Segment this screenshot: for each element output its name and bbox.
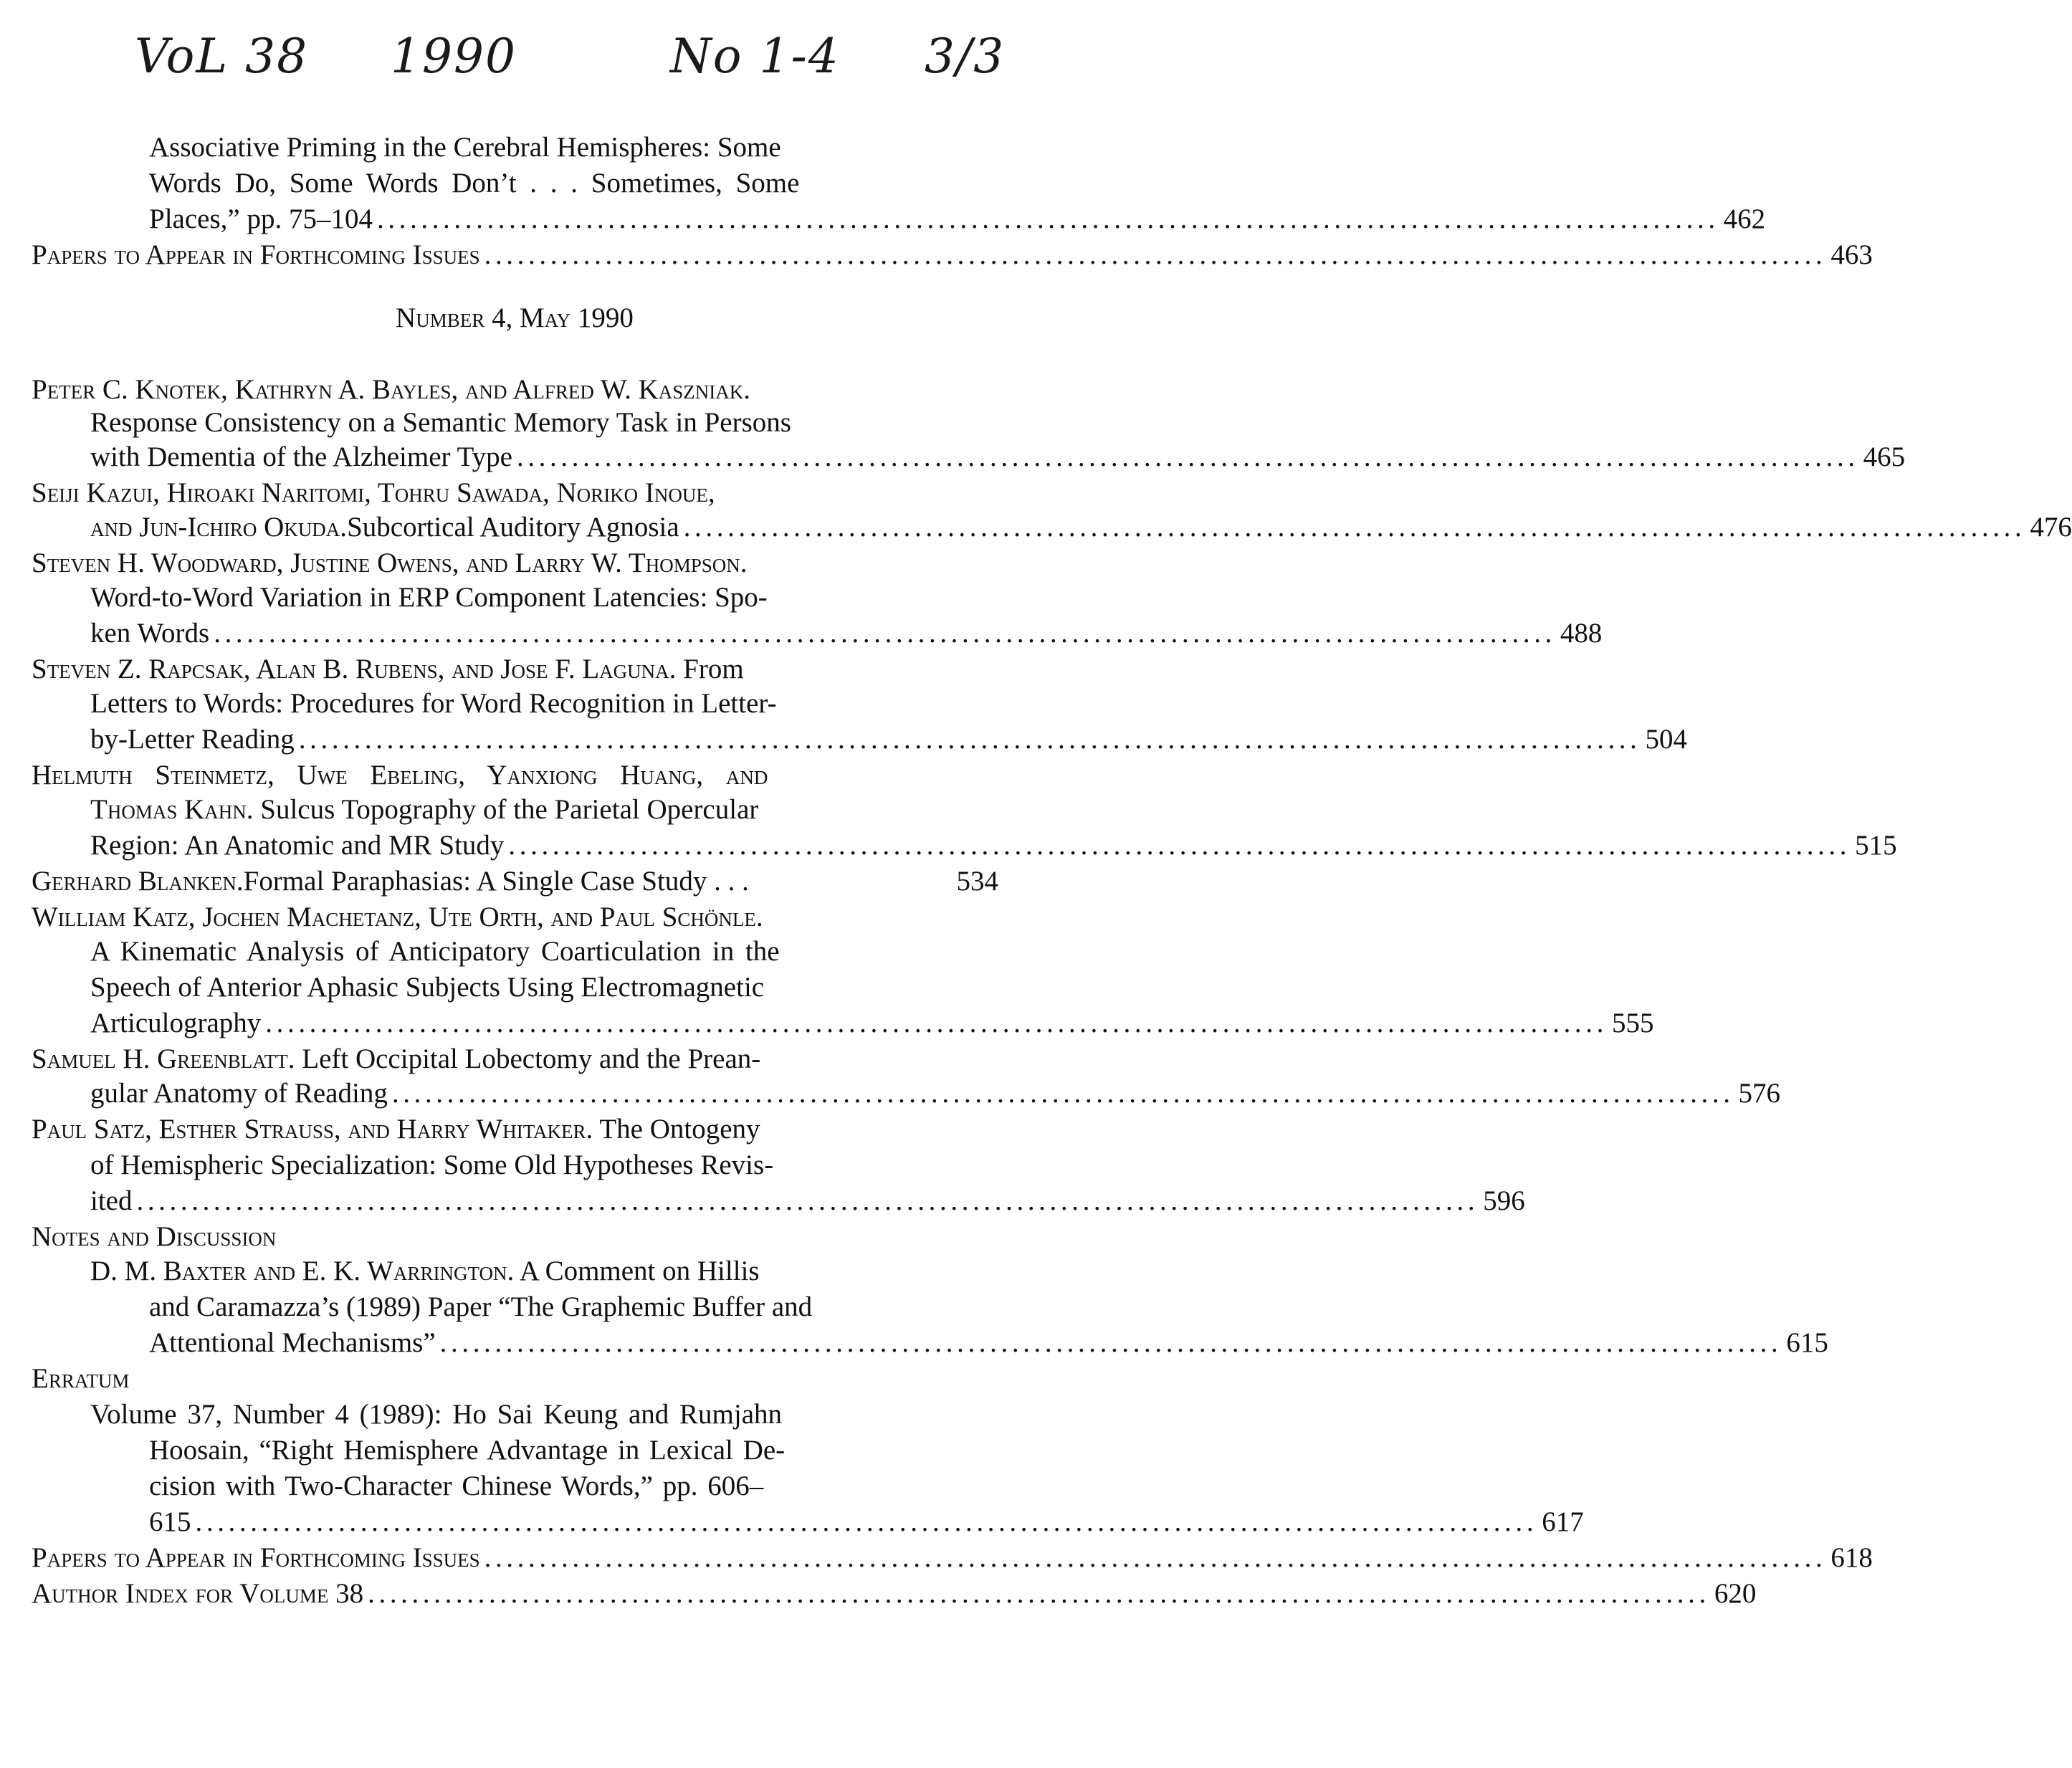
entry-authors-line	[32, 652, 744, 687]
entry-title: Left Occipital Lobectomy and the Prean-	[295, 1043, 761, 1074]
toc-entry-line	[90, 1184, 1525, 1218]
page-number: 555	[1611, 1008, 1654, 1038]
page-number: 463	[1830, 239, 1873, 270]
page-number: 576	[1738, 1078, 1781, 1109]
entry-authors: Samuel H. Greenblatt.	[32, 1043, 295, 1074]
page-number: 596	[1483, 1185, 1525, 1216]
entry-authors: Steven Z. Rapcsak, Alan B. Rubens, and Jose F. Laguna.	[32, 654, 677, 684]
entry-authors-line	[90, 1254, 760, 1289]
entry-authors: William Katz, Jochen Machetanz, Ute Orth, and Paul Schönle.	[32, 902, 763, 932]
section-heading: Erratum	[32, 1363, 130, 1394]
entry-authors: Paul Satz, Esther Strauss, and Harry Whitaker.	[32, 1114, 593, 1145]
entry-authors: Peter C. Knotek, Kathryn A. Bayles, and Alfred W. Kaszniak.	[32, 374, 751, 405]
page-number: 515	[1855, 830, 1897, 861]
page-number: 504	[1645, 724, 1688, 755]
handwritten-year: 1990	[391, 29, 517, 84]
entry-title: Formal Paraphasias: A Single Case Study . . .	[243, 866, 749, 897]
page-number: 534	[956, 866, 998, 897]
entry-authors: Thomas Kahn.	[90, 794, 254, 825]
toc-entry-line	[90, 510, 2072, 545]
entry-title: ken Words	[90, 618, 210, 649]
dot-leader: ..........................................................................................................................	[508, 830, 1851, 861]
entry-title: gular Anatomy of Reading	[90, 1078, 388, 1109]
entry-title: and Caramazza’s (1989) Paper “The Graphemic Buffer and	[149, 1291, 813, 1322]
entry-title: The Ontogeny	[593, 1114, 760, 1145]
dot-leader: ..........................................................................................................................	[195, 1506, 1538, 1537]
dot-leader: ..........................................................................................................................	[391, 1078, 1734, 1109]
page-number: 615	[1786, 1327, 1828, 1358]
page-number: 476	[2030, 512, 2072, 543]
entry-title: Hoosain, “Right Hemisphere Advantage in Lexical De-	[149, 1435, 786, 1466]
entry-title: Places,” pp. 75–104	[149, 204, 373, 234]
toc-entry-line	[90, 828, 1897, 863]
toc-entry-line	[90, 722, 1688, 757]
entry-title: Letters to Words: Procedures for Word Recognition in Letter-	[90, 688, 777, 719]
entry-authors: Gerhard Blanken.	[32, 866, 244, 897]
entry-title: Volume 37, Number 4 (1989): Ho Sai Keung and Rumjahn	[90, 1399, 783, 1430]
toc-entry-line	[149, 202, 1766, 236]
dot-leader: ..........................................................................................................................	[376, 204, 1719, 234]
entry-title: Articulography	[90, 1008, 262, 1038]
dot-leader: ..........................................................................................................................	[265, 1008, 1608, 1038]
toc-entry-line	[32, 238, 1873, 272]
toc-entry-line	[32, 1541, 1873, 1575]
handwritten-number: No 1-4	[670, 29, 840, 84]
page-number: 465	[1863, 441, 1906, 472]
dot-leader: ..........................................................................................................................	[368, 1578, 1710, 1609]
page-number: 462	[1723, 204, 1766, 234]
dot-leader: ..........................................................................................................................	[214, 618, 1556, 649]
entry-title: 615	[149, 1506, 191, 1537]
dot-leader: ..........................................................................................................................	[683, 512, 2026, 543]
entry-title: Response Consistency on a Semantic Memory Task in Persons	[90, 407, 791, 438]
dot-leader: ..........................................................................................................................	[298, 724, 1641, 755]
entry-title: A Kinematic Analysis of Anticipatory Coarticulation in the	[90, 936, 780, 967]
entry-title: by-Letter Reading	[90, 724, 295, 755]
dot-leader: ..........................................................................................................................	[484, 1542, 1827, 1573]
entry-title: cision with Two-Character Chinese Words,” pp. 606–	[149, 1471, 764, 1501]
toc-entry-line	[90, 616, 1603, 651]
dot-leader: ..........................................................................................................................	[136, 1185, 1479, 1216]
toc-line: Associative Priming in the Cerebral Hemispheres: Some	[149, 132, 781, 163]
dot-leader: ..........................................................................................................................	[516, 441, 1859, 472]
toc-line: Words Do, Some Words Don’t . . . Sometimes, Some	[149, 168, 800, 199]
section-label: Author Index for Volume 38	[32, 1578, 364, 1609]
entry-title: Subcortical Auditory Agnosia	[347, 512, 679, 543]
entry-authors: Helmuth Steinmetz, Uwe Ebeling, Yanxiong Huang, and	[32, 760, 768, 790]
entry-title: with Dementia of the Alzheimer Type	[90, 441, 512, 472]
page-number: 488	[1560, 618, 1603, 649]
issue-heading: Number 4, May 1990	[396, 302, 634, 333]
section-heading: Notes and Discussion	[32, 1221, 277, 1252]
toc-entry-line	[32, 1577, 1757, 1611]
toc-entry-line	[90, 440, 1906, 474]
handwritten-volume: VoL 38	[135, 29, 309, 84]
entry-authors: and Jun-Ichiro Okuda.	[90, 512, 348, 543]
entry-title: From	[676, 654, 744, 684]
entry-authors-line	[90, 793, 758, 827]
page-number: 618	[1830, 1542, 1873, 1573]
entry-title: of Hemispheric Specialization: Some Old Hypotheses Revis-	[90, 1150, 774, 1180]
entry-title: Word-to-Word Variation in ERP Component Latencies: Spo-	[90, 582, 768, 613]
entry-title: Attentional Mechanisms”	[149, 1327, 436, 1358]
entry-title: ited	[90, 1185, 133, 1216]
dot-leader: ..........................................................................................................................	[439, 1327, 1782, 1358]
handwritten-fraction: 3/3	[925, 29, 1006, 84]
entry-title: Region: An Anatomic and MR Study	[90, 830, 505, 861]
entry-title: A Comment on Hillis	[514, 1256, 760, 1286]
page-number: 617	[1542, 1506, 1584, 1537]
page-number: 620	[1714, 1578, 1757, 1609]
dot-leader: ..........................................................................................................................	[484, 239, 1827, 270]
entry-title: Sulcus Topography of the Parietal Opercular	[253, 794, 759, 825]
toc-entry-line	[90, 1006, 1654, 1041]
toc-entry-line	[149, 1505, 1584, 1539]
entry-authors-line	[32, 1042, 760, 1076]
section-label: Papers to Appear in Forthcoming Issues	[32, 1542, 480, 1573]
toc-entry-line	[149, 1326, 1828, 1360]
entry-authors: Seiji Kazui, Hiroaki Naritomi, Tohru Sawada, Noriko Inoue,	[32, 477, 715, 508]
toc-entry-line	[32, 864, 998, 899]
entry-title: Speech of Anterior Aphasic Subjects Using Electromagnetic	[90, 972, 765, 1003]
section-label: Papers to Appear in Forthcoming Issues	[32, 239, 480, 270]
toc-entry-line	[90, 1076, 1781, 1111]
entry-authors-line	[32, 1112, 760, 1147]
entry-authors: Steven H. Woodward, Justine Owens, and Larry W. Thompson.	[32, 548, 748, 578]
entry-authors: D. M. Baxter and E. K. Warrington.	[90, 1256, 515, 1286]
